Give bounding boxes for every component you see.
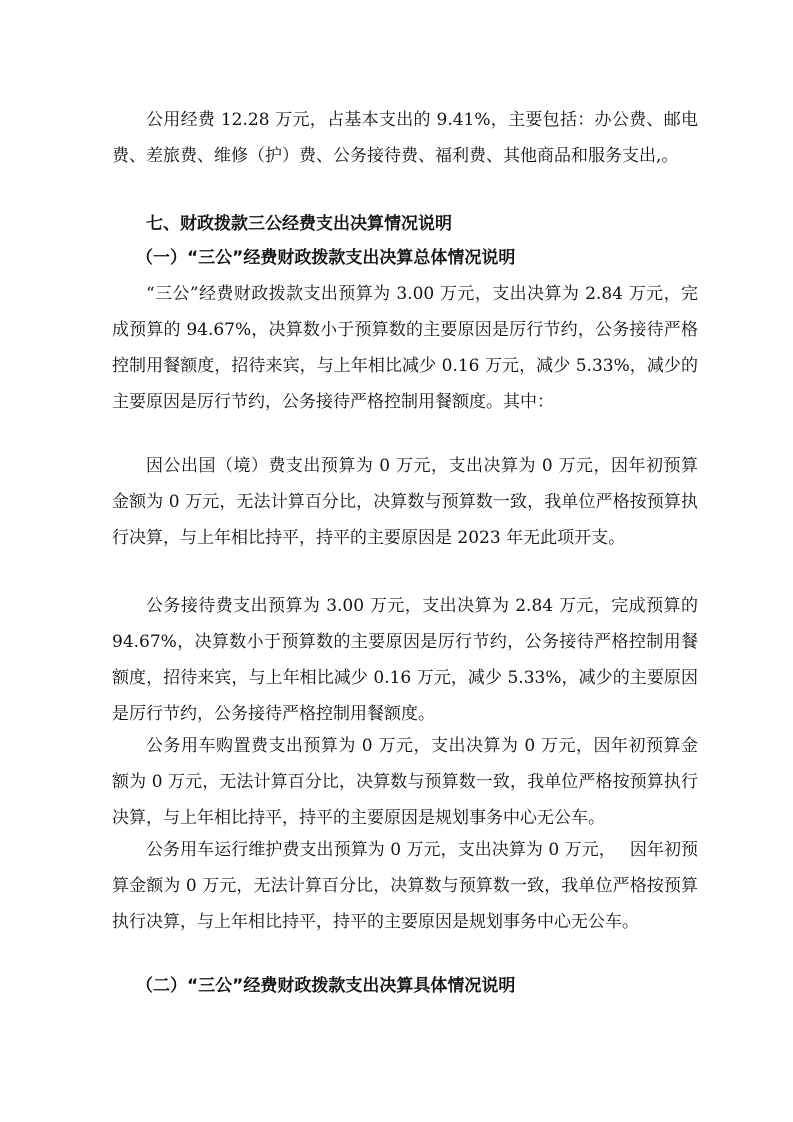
heading-sub-2: （二）“三公”经费财政拨款支出决算具体情况说明 xyxy=(136,976,516,996)
paragraph-overall: “三公”经费财政拨款支出预算为 3.00 万元，支出决算为 2.84 万元，完成预算的 94.67%，决算数小于预算数的主要原因是厉行节约，公务接待严格控制用餐额度，招待来宾，与上年相比减少 0.16 万元，减少 5.33%，减少的主要原因是厉行节约，公务接待严格控制用餐额度。其中： xyxy=(112,284,698,412)
paragraph-public-funds: 公用经费 12.28 万元，占基本支出的 9.41%，主要包括：办公费、邮电费、差旅费、维修（护）费、公务接待费、福利费、其他商品和服务支出,。 xyxy=(112,110,698,166)
paragraph-vehicle-purchase: 公务用车购置费支出预算为 0 万元，支出决算为 0 万元，因年初预算金额为 0 万元，无法计算百分比，决算数与预算数一致，我单位严格按预算执行决算，与上年相比持平，持平的主要原因是规划事务中心无公车。 xyxy=(112,736,698,828)
paragraph-overseas: 因公出国（境）费支出预算为 0 万元，支出决算为 0 万元，因年初预算金额为 0 万元，无法计算百分比，决算数与预算数一致，我单位严格按预算执行决算，与上年相比持平，持平的主要原因是 2023 年无此项开支。 xyxy=(112,456,698,548)
heading-section-7: 七、财政拨款三公经费支出决算情况说明 xyxy=(146,214,452,234)
paragraph-reception: 公务接待费支出预算为 3.00 万元，支出决算为 2.84 万元，完成预算的 94.67%，决算数小于预算数的主要原因是厉行节约，公务接待严格控制用餐额度，招待来宾，与上年相比减少 0.16 万元，减少 5.33%，减少的主要原因是厉行节约，公务接待严格控制用餐额度。 xyxy=(112,596,698,724)
heading-sub-1: （一）“三公”经费财政拨款支出决算总体情况说明 xyxy=(136,248,516,268)
paragraph-vehicle-maintenance: 公务用车运行维护费支出预算为 0 万元，支出决算为 0 万元， 因年初预算金额为 0 万元，无法计算百分比，决算数与预算数一致，我单位严格按预算执行决算，与上年相比持平，持平的主要原因是规划事务中心无公车。 xyxy=(112,840,698,932)
